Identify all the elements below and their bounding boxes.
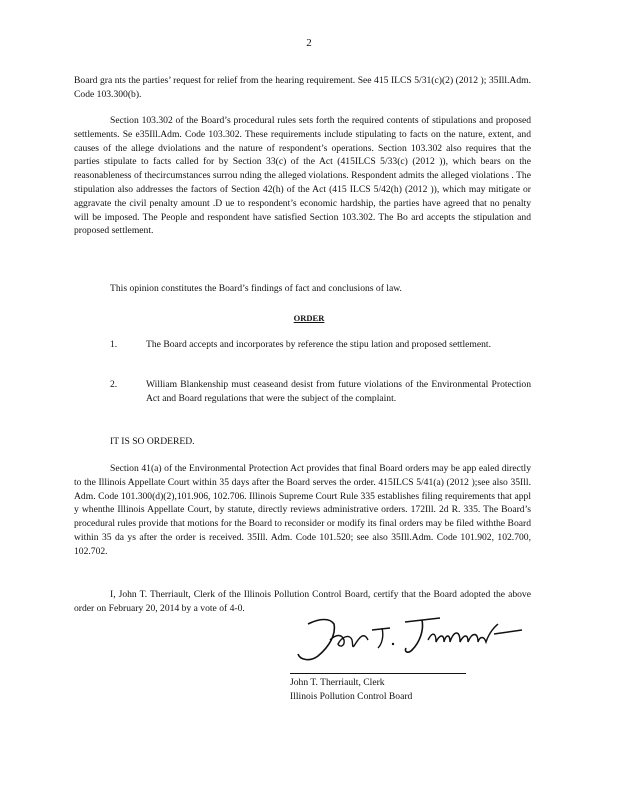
paragraph-hearing-relief: Board gra nts the parties’ request for relief from the hearing requirement. See 415 ILCS 5/31(c)(2) (2012 ); 35Ill.Adm. Code 103.300(b).	[74, 75, 531, 100]
clerk-organization: Illinois Pollution Control Board	[290, 690, 413, 702]
signature-text: John T. Therriault	[290, 610, 298, 611]
clerk-signature	[290, 610, 540, 666]
signature-line	[290, 673, 466, 674]
order-item-text: William Blankenship must ceaseand desist from future violations of the Environmental Protection Act and Board regulations that were the subject of the complaint.	[146, 379, 531, 404]
order-heading: ORDER	[293, 313, 325, 323]
order-item-number: 1.	[110, 339, 118, 350]
clerk-name: John T. Therriault, Clerk	[290, 677, 385, 688]
paragraph-certification: I, John T. Therriault, Clerk of the Illinois Pollution Control Board, certify that the Board adopted the above order on February 20, 2014 by a vote of 4-0.	[74, 589, 531, 614]
order-item-text: The Board accepts and incorporates by reference the stipu lation and proposed settlement.	[146, 339, 491, 350]
page-number: 2	[306, 37, 312, 49]
clerk-block	[290, 676, 412, 704]
so-ordered: IT IS SO ORDERED.	[110, 436, 195, 447]
paragraph-opinion: This opinion constitutes the Board’s findings of fact and conclusions of law.	[110, 283, 402, 294]
paragraph-appeal-rights: Section 41(a) of the Environmental Protection Act provides that final Board orders may be app ealed directly to the Illinois Appellate Court within 35 days after the Board serves the order. 415ILCS 5/41(a) (2012 );see also 35Ill. Adm. Code 101.300(d)(2),101.906, 102.706. Illinois Supreme Court Rule 335 establishes filing requirements that appl y whenthe Illinois Appellate Court, by statute, directly reviews administrative orders. 172Ill. 2d R. 335. The Board’s procedural rules provide that motions for the Board to reconsider or modify its final orders may be filed withthe Board within 35 da ys after the order is received. 35Ill. Adm. Code 101.520; see also 35Ill.Adm. Code 101.902, 102.700, 102.702.	[74, 463, 531, 557]
order-item-number: 2.	[110, 379, 118, 390]
paragraph-procedural-rules: Section 103.302 of the Board’s procedural rules sets forth the required contents of stipulations and proposed settlements. Se e35Ill.Adm. Code 103.302. These requirements include stipulating to facts on the nature, extent, and causes of the allege dviolations and the nature of respondent’s operations. Section 103.302 also requires that the parties stipulate to facts called for by Section 33(c) of the Act (415ILCS 5/33(c) (2012 )), which bears on the reasonableness of thecircumstances surrou nding the alleged violations. Respondent admits the alleged violations . The stipulation also addresses the factors of Section 42(h) of the Act (415 ILCS 5/42(h) (2012 )), which may mitigate or aggravate the civil penalty amount .D ue to respondent’s economic hardship, the parties have agreed that no penalty will be imposed. The People and respondent have satisfied Section 103.302. The Bo ard accepts the stipulation and proposed settlement.	[74, 115, 531, 237]
